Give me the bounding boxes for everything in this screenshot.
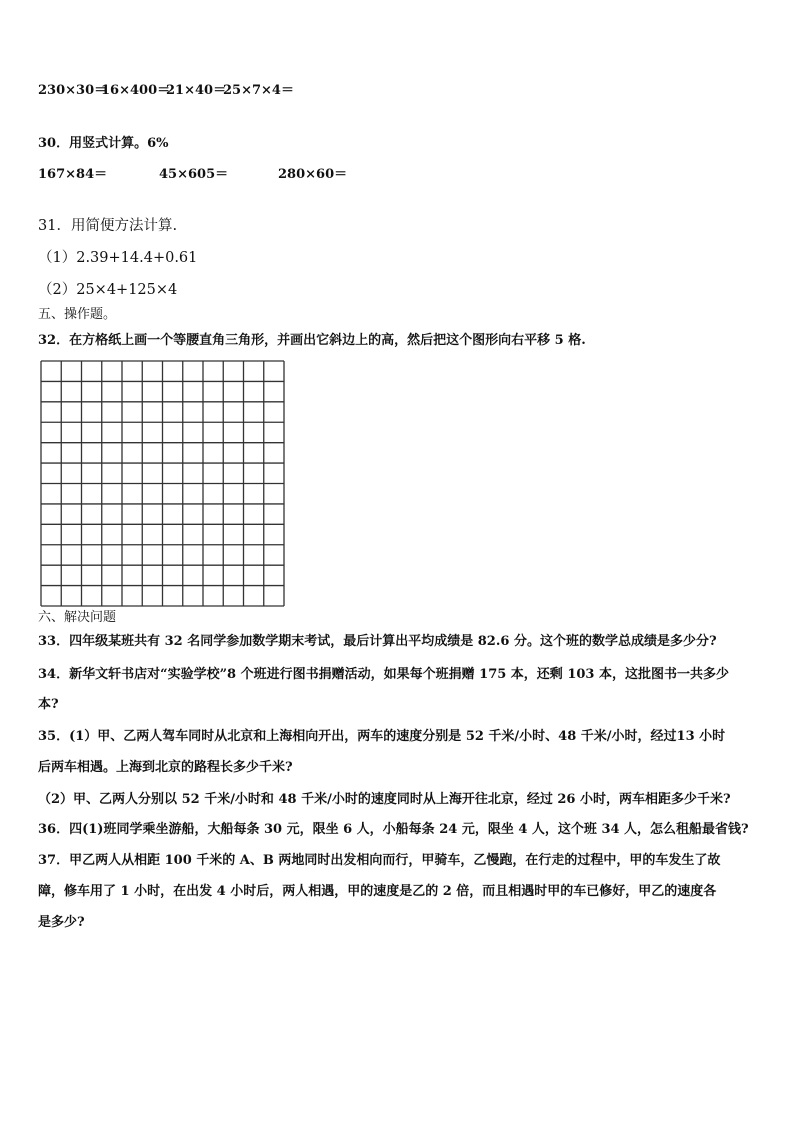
q32-text: 32．在方格纸上画一个等腰直角三角形，并画出它斜边上的高，然后把这个图形向右平移 5 格.	[38, 333, 586, 348]
q31-item-1: （1）2.39+14.4+0.61	[38, 250, 198, 266]
q35-line-2: 后两车相遇。上海到北京的路程长多少千米?	[38, 760, 293, 775]
q29-item-3: 21×40＝	[166, 83, 227, 98]
q30-title: 30．用竖式计算。6%	[38, 136, 169, 151]
q33-text: 33．四年级某班共有 32 名同学参加数学期末考试，最后计算出平均成绩是 82.6 分。这个班的数学总成绩是多少分?	[38, 634, 717, 649]
q37-line-2: 障，修车用了 1 小时，在出发 4 小时后，两人相遇，甲的速度是乙的 2 倍，而且相遇时甲的车已修好，甲乙的速度各	[38, 884, 717, 899]
q30-item-1: 167×84＝	[38, 167, 108, 182]
q35-line-1: 35．(1）甲、乙两人驾车同时从北京和上海相向开出，两车的速度分别是 52 千米/小时、48 千米/小时，经过13 小时	[38, 729, 726, 744]
q31-item-2: （2）25×4+125×4	[38, 282, 178, 298]
q34-line-1: 34．新华文轩书店对“实验学校”8 个班进行图书捐赠活动，如果每个班捐赠 175 本，还剩 103 本，这批图书一共多少	[38, 667, 729, 682]
q29-item-1: 230×30＝	[38, 83, 108, 98]
q29-item-2: 16×400＝	[101, 83, 171, 98]
q31-title: 31．用简便方法计算.	[38, 218, 178, 234]
q29-item-4: 25×7×4＝	[223, 83, 294, 98]
grid-paper	[40, 360, 286, 608]
q37-line-1: 37．甲乙两人从相距 100 千米的 A、B 两地同时出发相向而行，甲骑车，乙慢跑，在行走的过程中，甲的车发生了故	[38, 853, 721, 868]
q30-item-2: 45×605＝	[159, 167, 229, 182]
section-5-title: 五、操作题。	[38, 307, 117, 322]
q34-line-2: 本?	[38, 697, 59, 712]
q35-line-3: （2）甲、乙两人分别以 52 千米/小时和 48 千米/小时的速度同时从上海开往北京，经过 26 小时，两车相距多少千米?	[38, 792, 731, 807]
section-6-title: 六、解决问题	[38, 610, 117, 625]
q29-row	[38, 83, 338, 99]
q37-line-3: 是多少?	[38, 915, 85, 930]
q30-item-3: 280×60＝	[278, 167, 348, 182]
q30-row	[38, 167, 358, 183]
q36-text: 36．四(1)班同学乘坐游船，大船每条 30 元，限坐 6 人，小船每条 24 元，限坐 4 人，这个班 34 人，怎么租船最省钱?	[38, 822, 749, 837]
